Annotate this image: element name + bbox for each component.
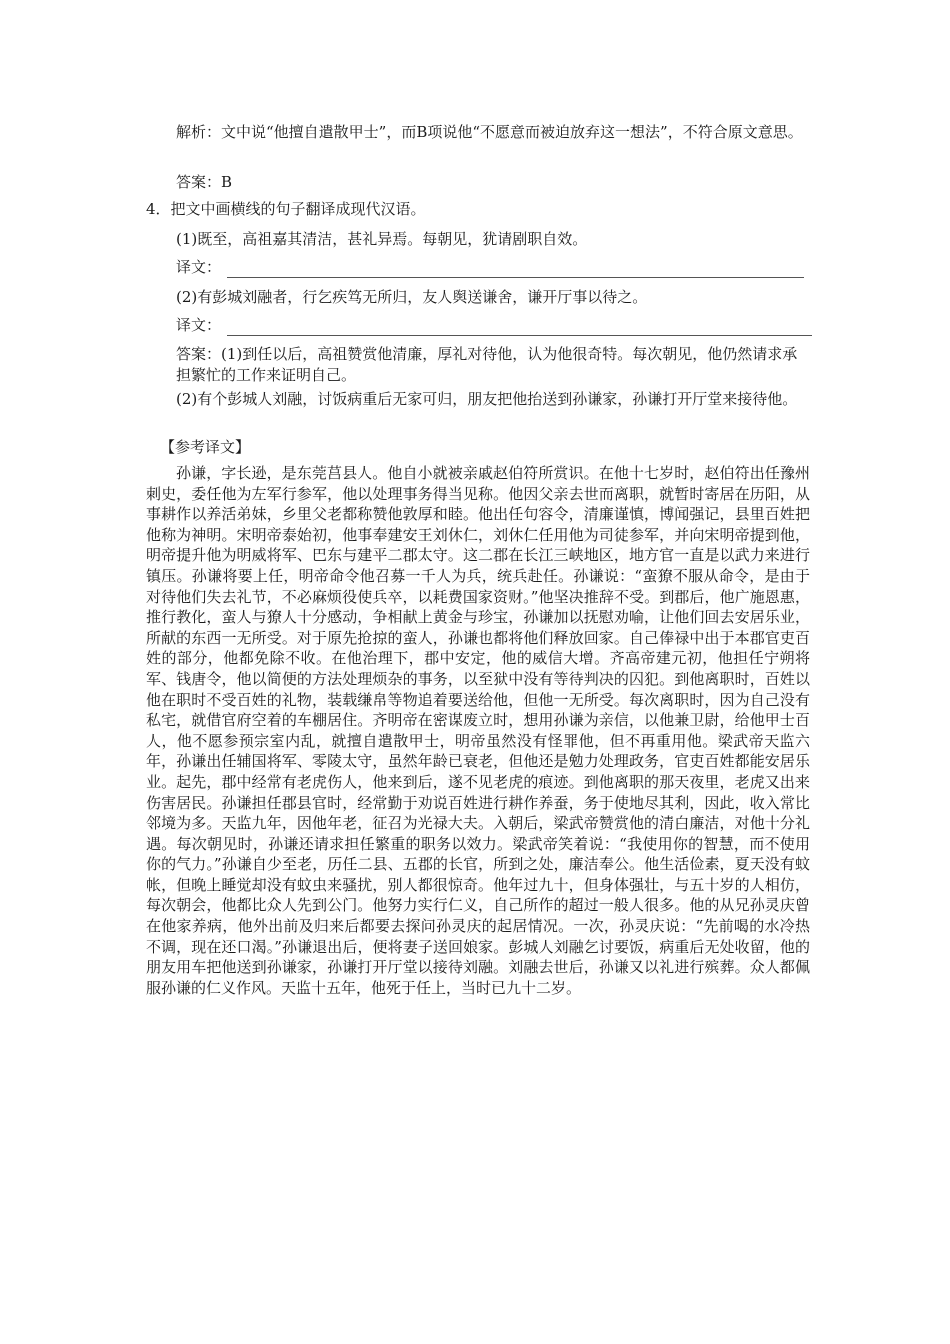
- q3-answer: [176, 172, 808, 193]
- answer-blank-line[interactable]: [227, 321, 812, 336]
- q4-answer-1: [176, 344, 808, 386]
- reference-heading: [160, 437, 460, 458]
- answer-text: 答案：B: [176, 173, 233, 191]
- sentence-text: (2)有彭城刘融者，行乞疾笃无所归，友人舆送谦舍，谦开厅事以待之。: [176, 288, 648, 306]
- analysis-text: 解析：文中说“他擅自遣散甲士”，而B项说他“不愿意而被迫放弃这一想法”，不符合原文意思。: [176, 123, 803, 141]
- question-text: 4．把文中画横线的句子翻译成现代汉语。: [146, 200, 426, 218]
- translation-line-1[interactable]: [176, 257, 804, 278]
- sentence-text: (1)既至，高祖嘉其清洁，甚礼异焉。每朝见，犹请剧职自效。: [176, 230, 588, 248]
- q4-sentence-1: [176, 229, 808, 250]
- answer-text: (2)有个彭城人刘融，讨饭病重后无家可归，朋友把他抬送到孙谦家，孙谦打开厅堂来接待他。: [176, 390, 798, 408]
- translation-label: 译文：: [176, 258, 222, 276]
- section-heading: 【参考译文】: [160, 438, 251, 456]
- translation-label: 译文：: [176, 316, 222, 334]
- answer-blank-line[interactable]: [227, 263, 804, 278]
- q3-analysis: [176, 122, 808, 143]
- translation-line-2[interactable]: [176, 315, 812, 336]
- answer-text: 答案：(1)到任以后，高祖赞赏他清廉，厚礼对待他，认为他很奇特。每次朝见，他仍然请求承担繁忙的工作来证明自己。: [176, 345, 798, 384]
- reference-translation: [146, 463, 810, 998]
- q4-sentence-2: [176, 287, 808, 308]
- q4-answer-2: [176, 389, 808, 410]
- q4-prompt: [146, 199, 808, 220]
- paragraph-text: 孙谦，字长逊，是东莞莒县人。他自小就被亲戚赵伯符所赏识。在他十七岁时，赵伯符出任豫州刺史，委任他为左军行参军，他以处理事务得当见称。他因父亲去世而离职，就暂时寄居在历阳，从事耕作以养活弟妹，乡里父老都称赞他敦厚和睦。他出任句容令，清廉谨慎，博闻强记，县里百姓把他称为神明。宋明帝泰始初，他事奉建安王刘休仁，刘休仁任用他为司徒参军，并向宋明帝提到他，明帝提升他为明威将军、巴东与建平二郡太守。这二郡在长江三峡地区，地方官一直是以武力来进行镇压。孙谦将要上任，明帝命令他召募一千人为兵，统兵赴任。孙谦说：“蛮獠不服从命令，是由于对待他们失去礼节，不必麻烦役使兵卒，以耗费国家资财。”他坚决推辞不受。到郡后，他广施恩惠，推行教化，蛮人与獠人十分感动，争相献上黄金与珍宝，孙谦加以抚慰劝喻，让他们回去安居乐业，所献的东西一无所受。对于原先抢掠的蛮人，孙谦也都将他们释放回家。自己俸禄中出于本郡官吏百姓的部分，他都免除不收。在他治理下，郡中安定，他的威信大增。齐高帝建元初，他担任宁朔将军、钱唐令，他以简便的方法处理烦杂的事务，以至狱中没有等待判决的囚犯。到他离职时，百姓以他在职时不受百姓的礼物，装载缣帛等物追着要送给他，但他一无所受。每次离职时，因为自己没有私宅，就借官府空着的车棚居住。齐明帝在密谋废立时，想用孙谦为亲信，以他兼卫尉，给他甲士百人，他不愿参预宗室内乱，就擅自遣散甲士，明帝虽然没有怪罪他，但不再重用他。梁武帝天监六年，孙谦出任辅国将军、零陵太守，虽然年龄已衰老，但他还是勉力处理政务，官吏百姓都能安居乐业。起先，郡中经常有老虎伤人，他来到后，遂不见老虎的痕迹。到他离职的那天夜里，老虎又出来伤害居民。孙谦担任郡县官时，经常勤于劝说百姓进行耕作养蚕，务于使地尽其利，因此，收入常比邻境为多。天监九年，因他年老，征召为光禄大夫。入朝后，梁武帝赞赏他的清白廉洁，对他十分礼遇。每次朝见时，孙谦还请求担任繁重的职务以效力。梁武帝笑着说：“我使用你的智慧，而不使用你的气力。”孙谦自少至老，历任二县、五郡的长官，所到之处，廉洁奉公。他生活俭素，夏天没有蚊帐，但晚上睡觉却没有蚊虫来骚扰，别人都很惊奇。他年过九十，但身体强壮，与五十岁的人相仿，每次朝会，他都比众人先到公门。他努力实行仁义，自己所作的超过一般人很多。他的从兄孙灵庆曾在他家养病，他外出前及归来后都要去探问孙灵庆的起居情况。一次，孙灵庆说：“先前喝的水冷热不调，现在还口渴。”孙谦退出后，便将妻子送回娘家。彭城人刘融乞讨要饭，病重后无处收留，他的朋友用车把他送到孙谦家，孙谦打开厅堂以接待刘融。刘融去世后，孙谦又以礼进行殡葬。众人都佩服孙谦的仁义作风。天监十五年，他死于任上，当时已九十二岁。: [146, 464, 810, 997]
